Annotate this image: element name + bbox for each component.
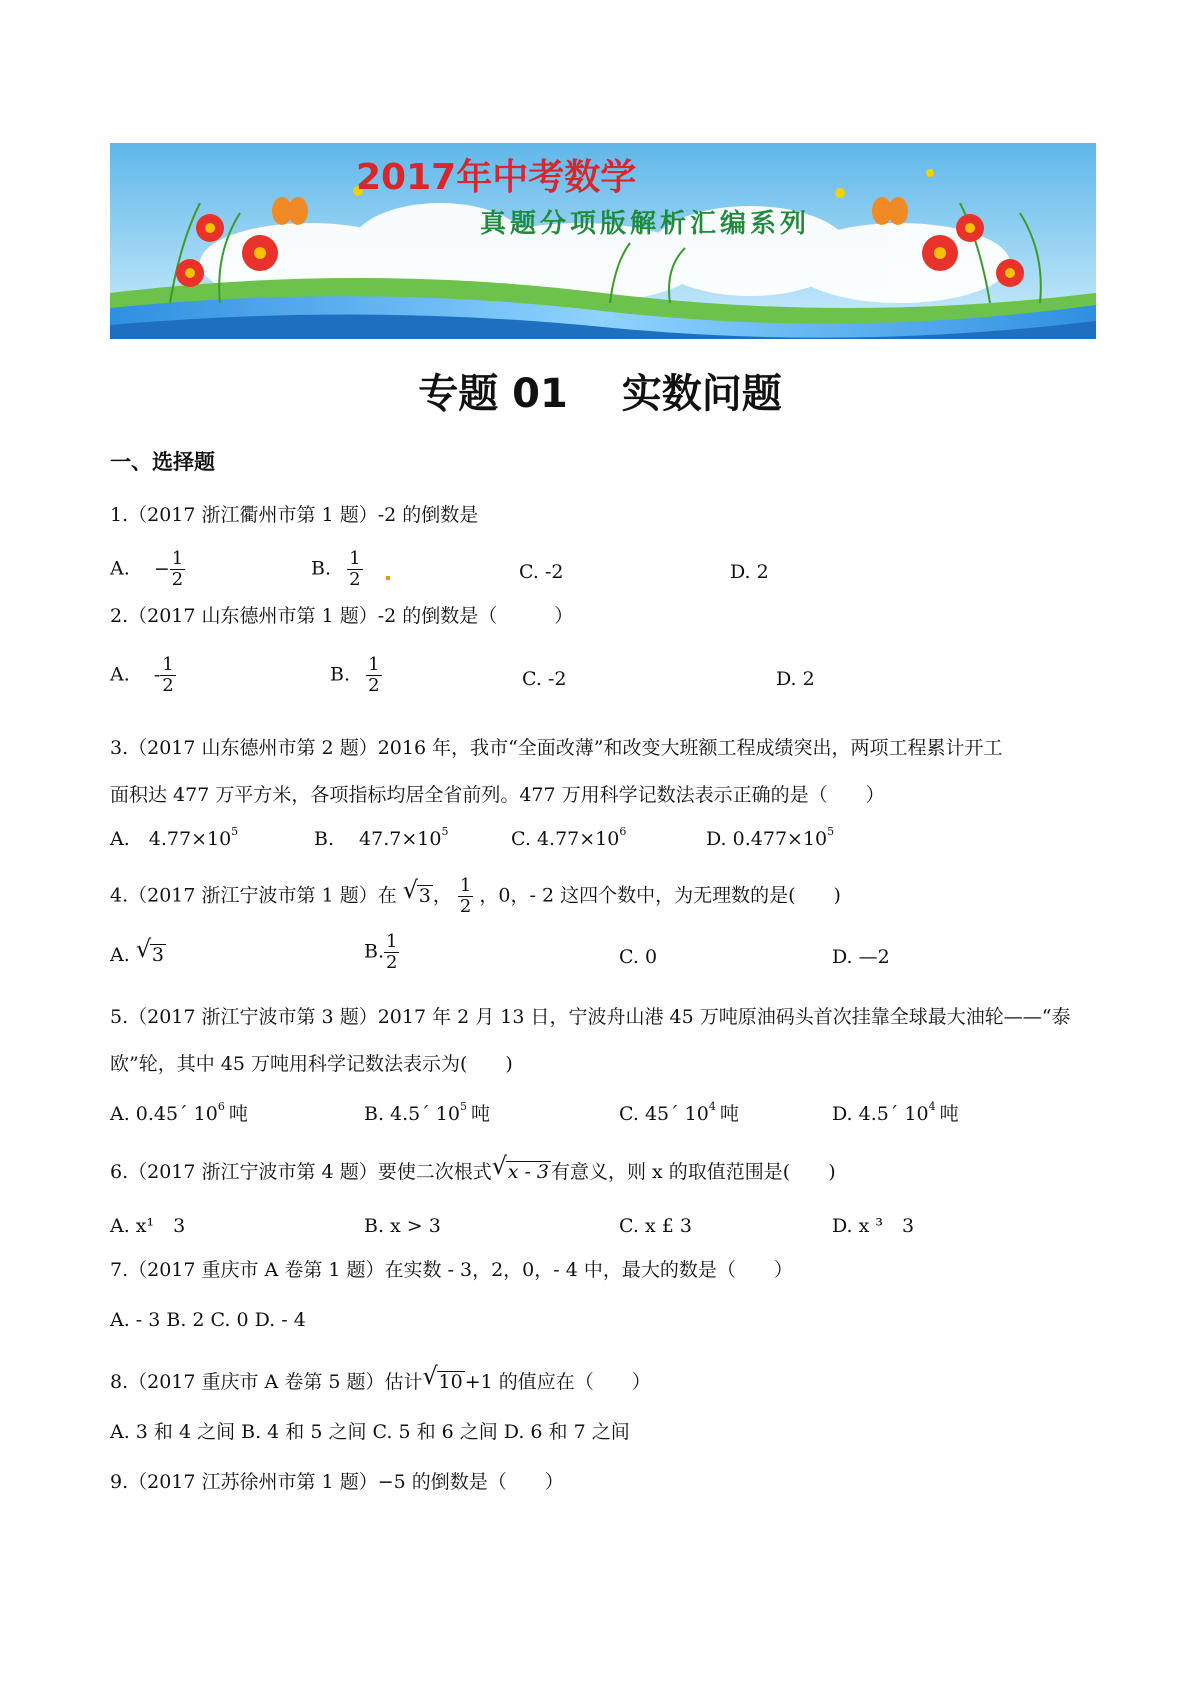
stem-text: +1 的值应在（ ） bbox=[464, 1371, 651, 1393]
stem-text: 8.（2017 重庆市 A 卷第 5 题）估计 bbox=[110, 1371, 423, 1393]
question-6-option-c: C. x £ 3 bbox=[619, 1215, 692, 1237]
question-6-option-a: A. x¹ 3 bbox=[110, 1215, 186, 1237]
unit: 吨 bbox=[719, 1103, 739, 1125]
fraction bbox=[458, 876, 473, 917]
question-2-option-c: C. -2 bbox=[522, 668, 567, 690]
stray-dot bbox=[386, 576, 390, 580]
sign: - bbox=[153, 663, 161, 686]
fraction-denominator: 2 bbox=[459, 896, 472, 917]
question-3-option-c bbox=[511, 827, 626, 851]
square-root bbox=[402, 875, 433, 908]
fraction-denominator: 2 bbox=[386, 952, 398, 973]
radicand: 10 bbox=[438, 1371, 463, 1393]
question-1-option-b bbox=[311, 549, 363, 590]
question-5-option-b bbox=[364, 1102, 490, 1126]
option-label: B. bbox=[330, 663, 351, 686]
stem-text: ，0，- 2 这四个数中，为无理数的是( ) bbox=[479, 884, 841, 907]
unit: 吨 bbox=[939, 1103, 959, 1125]
exponent: 5 bbox=[827, 825, 835, 838]
question-6-option-d: D. x ³ 3 bbox=[832, 1215, 915, 1237]
unit: 吨 bbox=[470, 1103, 490, 1125]
question-8-stem bbox=[110, 1362, 651, 1394]
header-banner bbox=[110, 143, 1096, 339]
stem-text: 有意义，则 x 的取值范围是( ) bbox=[551, 1161, 836, 1183]
option-text: B. 47.7×10 bbox=[314, 828, 442, 850]
question-4-option-b bbox=[364, 932, 399, 973]
fraction bbox=[384, 932, 399, 973]
exponent: 5 bbox=[231, 825, 239, 838]
option-label: A. bbox=[110, 944, 130, 966]
radicand: 3 bbox=[151, 944, 164, 966]
question-4-option-d: D. —2 bbox=[832, 946, 890, 968]
square-root bbox=[422, 1362, 465, 1394]
question-6-stem bbox=[110, 1152, 836, 1184]
question-5-line-1: 5.（2017 浙江宁波市第 3 题）2017 年 2 月 13 日，宁波舟山港 45 万吨原油码头首次挂靠全球最大油轮——“泰 bbox=[110, 1006, 1071, 1028]
stem-text: ， bbox=[432, 884, 452, 907]
stem-text: 6.（2017 浙江宁波市第 4 题）要使二次根式 bbox=[110, 1161, 492, 1183]
option-label: B. bbox=[364, 940, 385, 963]
radical-icon: √ bbox=[402, 875, 419, 904]
question-3-option-d bbox=[706, 827, 834, 851]
banner-subtitle: 真题分项版解析汇编系列 bbox=[480, 209, 811, 239]
radical-icon: √ bbox=[491, 1152, 507, 1180]
question-8-options: A. 3 和 4 之间 B. 4 和 5 之间 C. 5 和 6 之间 D. 6 和 7 之间 bbox=[110, 1421, 630, 1443]
question-4-option-c: C. 0 bbox=[619, 946, 658, 968]
option-text: D. 0.477×10 bbox=[706, 828, 828, 850]
fraction bbox=[366, 655, 381, 696]
fraction-numerator: 1 bbox=[162, 654, 174, 675]
exponent: 4 bbox=[928, 1100, 936, 1113]
option-text: B. 4.5´ 10 bbox=[364, 1103, 460, 1125]
question-4-option-a bbox=[110, 935, 166, 967]
option-text: A. 0.45´ 10 bbox=[110, 1103, 218, 1125]
question-2-stem: 2.（2017 山东德州市第 1 题）-2 的倒数是（ ） bbox=[110, 605, 574, 627]
option-text: A. 4.77×10 bbox=[110, 828, 232, 850]
question-5-line-2: 欧”轮，其中 45 万吨用科学记数法表示为( ) bbox=[110, 1053, 513, 1075]
square-root bbox=[135, 935, 166, 967]
question-2-option-a bbox=[110, 655, 176, 696]
question-5-option-a bbox=[110, 1102, 248, 1126]
fraction-numerator: 1 bbox=[459, 875, 472, 896]
option-text: D. 4.5´ 10 bbox=[832, 1103, 929, 1125]
square-root bbox=[491, 1152, 551, 1184]
question-3-line-1: 3.（2017 山东德州市第 2 题）2016 年，我市“全面改薄”和改变大班额工程成绩突出，两项工程累计开工 bbox=[110, 737, 1003, 759]
radical-icon: √ bbox=[422, 1362, 438, 1390]
fraction-denominator: 2 bbox=[368, 675, 380, 696]
banner-title: 2017年中考数学 bbox=[356, 157, 637, 198]
question-1-option-a bbox=[110, 549, 185, 590]
unit: 吨 bbox=[228, 1103, 248, 1125]
question-3-option-b bbox=[314, 827, 448, 851]
question-1-stem: 1.（2017 浙江衢州市第 1 题）-2 的倒数是 bbox=[110, 504, 479, 526]
fraction-denominator: 2 bbox=[171, 569, 184, 590]
section-heading: 一、选择题 bbox=[110, 450, 215, 474]
question-3-option-a bbox=[110, 827, 238, 851]
fraction-numerator: 1 bbox=[171, 548, 184, 569]
fraction-numerator: 1 bbox=[349, 548, 361, 569]
question-1-option-c: C. -2 bbox=[519, 561, 564, 583]
exponent: 4 bbox=[708, 1100, 716, 1113]
option-label: A. bbox=[110, 663, 130, 686]
fraction bbox=[160, 655, 175, 696]
fraction-numerator: 1 bbox=[368, 654, 380, 675]
stem-text: 4.（2017 浙江宁波市第 1 题）在 bbox=[110, 884, 397, 907]
question-2-option-d: D. 2 bbox=[776, 668, 815, 690]
exponent: 5 bbox=[441, 825, 449, 838]
question-3-line-2: 面积达 477 万平方米，各项指标均居全省前列。477 万用科学记数法表示正确的是（ ） bbox=[110, 784, 885, 806]
option-label: A. bbox=[110, 557, 130, 580]
fraction-numerator: 1 bbox=[386, 931, 398, 952]
radicand: x - 3 bbox=[507, 1161, 550, 1183]
question-9-stem: 9.（2017 江苏徐州市第 1 题）−5 的倒数是（ ） bbox=[110, 1471, 564, 1493]
option-label: B. bbox=[311, 557, 332, 580]
sign: − bbox=[153, 557, 170, 580]
fraction bbox=[347, 549, 362, 590]
question-2-option-b bbox=[330, 655, 382, 696]
page-title: 专题 01 实数问题 bbox=[418, 371, 782, 417]
radicand: 3 bbox=[418, 884, 431, 907]
option-text: C. 4.77×10 bbox=[511, 828, 620, 850]
question-6-option-b: B. x > 3 bbox=[364, 1215, 441, 1237]
exponent: 5 bbox=[459, 1100, 467, 1113]
question-4-stem bbox=[110, 876, 841, 917]
question-5-option-d bbox=[832, 1102, 959, 1126]
fraction-denominator: 2 bbox=[349, 569, 361, 590]
question-5-option-c bbox=[619, 1102, 739, 1126]
question-7-stem: 7.（2017 重庆市 A 卷第 1 题）在实数 - 3，2，0，- 4 中，最大的数是（ ） bbox=[110, 1259, 793, 1281]
fraction-denominator: 2 bbox=[162, 675, 174, 696]
question-7-options: A. - 3 B. 2 C. 0 D. - 4 bbox=[110, 1309, 306, 1331]
question-1-option-d: D. 2 bbox=[730, 561, 769, 583]
fraction bbox=[170, 549, 185, 590]
exponent: 6 bbox=[619, 825, 627, 838]
exponent: 6 bbox=[217, 1100, 225, 1113]
option-text: C. 45´ 10 bbox=[619, 1103, 709, 1125]
radical-icon: √ bbox=[135, 935, 152, 963]
